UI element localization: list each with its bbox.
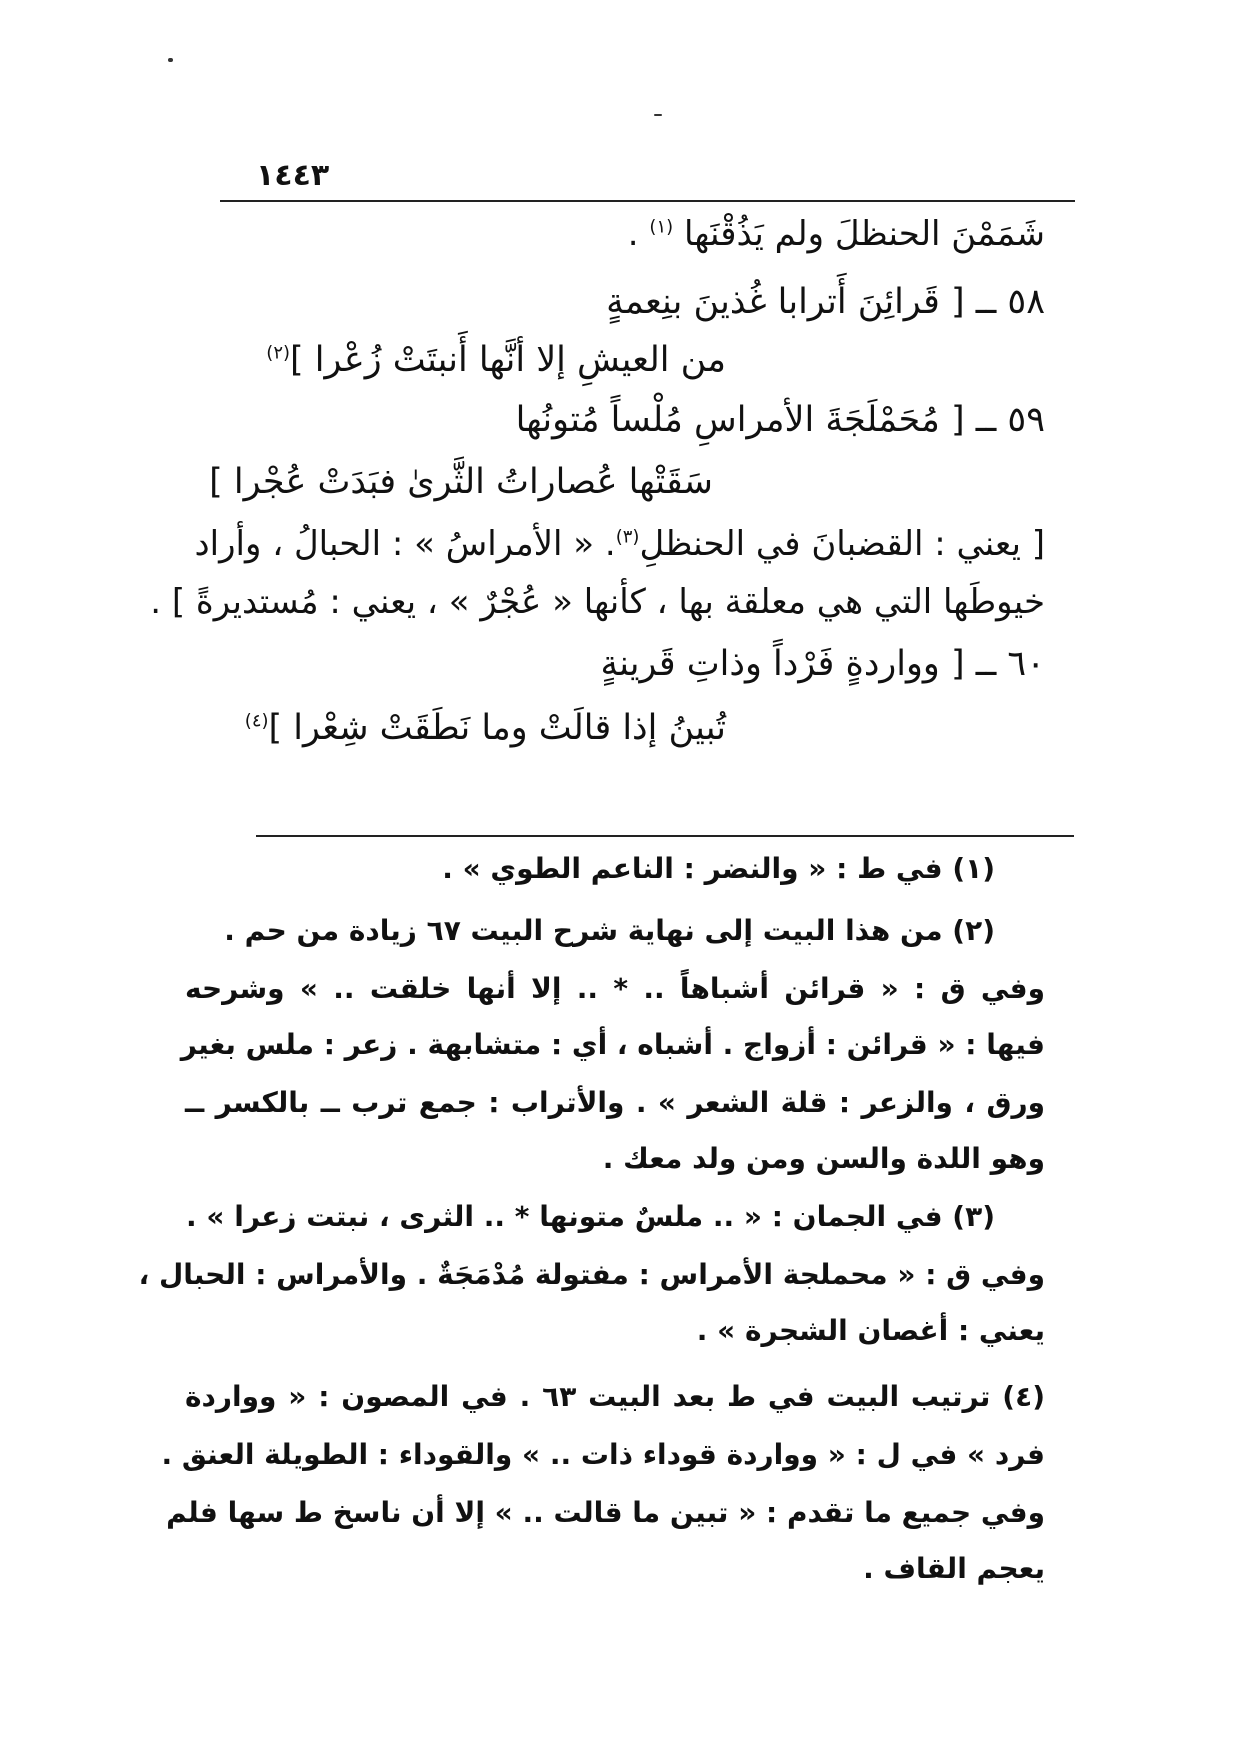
footnote-line: ورق ، والزعر : قلة الشعر » . والأتراب : جمع ترب ــ بالكسر ــ: [185, 1086, 1045, 1119]
footnote-line: فرد » في ل : « وواردة قوداء ذات .. » والقوداء : الطويلة العنق .: [161, 1438, 1045, 1471]
footnote-ref: (١): [649, 216, 674, 238]
page-number: ١٤٤٣: [256, 158, 330, 193]
text-line: شَمَمْنَ الحنظلَ ولم يَذُقْنَها $^{(١)}$ .: [627, 214, 1045, 254]
verse-hemistich-2: سَقَتْها عُصاراتُ الثَّرىٰ فبَدَتْ عُجْرا ]: [209, 462, 713, 502]
footnote-ref: (٣): [615, 526, 640, 548]
footnote-line: (٣) في الجمان : « .. ملسٌ متونها * .. الثرى ، نبتت زعرا » .: [186, 1200, 995, 1233]
commentary-line: خيوطَها التي هي معلقة بها ، كأنها « عُجْرٌ » ، يعني : مُستديرةً ] .: [150, 582, 1045, 622]
header-rule: [220, 200, 1075, 202]
footnote-line: فيها : « قرائن : أزواج . أشباه ، أي : متشابهة . زعر : ملس بغير: [180, 1028, 1045, 1061]
verse-hemistich-1: ٥٩ ــ [ مُحَمْلَجَةَ الأمراسِ مُلْساً مُتونُها: [515, 400, 1045, 440]
verse-hemistich-2: من العيشِ إلا أنَّها أَنبتَتْ زُعْرا ]$^{(٢)}$: [266, 340, 726, 380]
scan-speck: [168, 58, 173, 62]
footnote-line: وفي جميع ما تقدم : « تبين ما قالت .. » إلا أن ناسخ ط سها فلم: [166, 1496, 1045, 1529]
footnote-line: وفي ق : « قرائن أشباهاً .. * .. إلا أنها خلقت .. » وشرحه: [185, 972, 1045, 1005]
commentary-line: [ يعني : القضبانَ في الحنظلِ$^{(٣)}$. « الأمراسُ » : الحبالُ ، وأراد: [194, 524, 1045, 564]
footnote-line: (٢) من هذا البيت إلى نهاية شرح البيت ٦٧ زيادة من حم .: [224, 914, 995, 947]
footnote-line: (١) في ط : « والنضر : الناعم الطوي » .: [442, 852, 995, 885]
verse-hemistich-1: ٥٨ ــ [ قَرائِنَ أَترابا غُذينَ بنِعمةٍ: [606, 282, 1045, 322]
footnote-line: وفي ق : « محملجة الأمراس : مفتولة مُدْمَجَةٌ . والأمراس : الحبال ،: [138, 1258, 1045, 1291]
footnote-line: يعجم القاف .: [863, 1552, 1045, 1585]
scan-speck: [654, 114, 662, 116]
footnote-line: وهو اللدة والسن ومن ولد معك .: [602, 1142, 1045, 1175]
verse-hemistich-2: تُبينُ إذا قالَتْ وما نَطَقَتْ شِعْرا ]$^{(٤)}$: [244, 708, 726, 748]
footnotes-rule: [256, 835, 1074, 837]
footnote-line: (٤) ترتيب البيت في ط بعد البيت ٦٣ . في المصون : « وواردة: [185, 1380, 1045, 1413]
footnote-ref: (٤): [244, 710, 269, 732]
verse-hemistich-1: ٦٠ ــ [ وواردةٍ فَرْداً وذاتِ قَرينةٍ: [600, 644, 1045, 684]
footnote-ref: (٢): [266, 342, 291, 364]
footnote-line: يعني : أغصان الشجرة » .: [696, 1314, 1045, 1347]
